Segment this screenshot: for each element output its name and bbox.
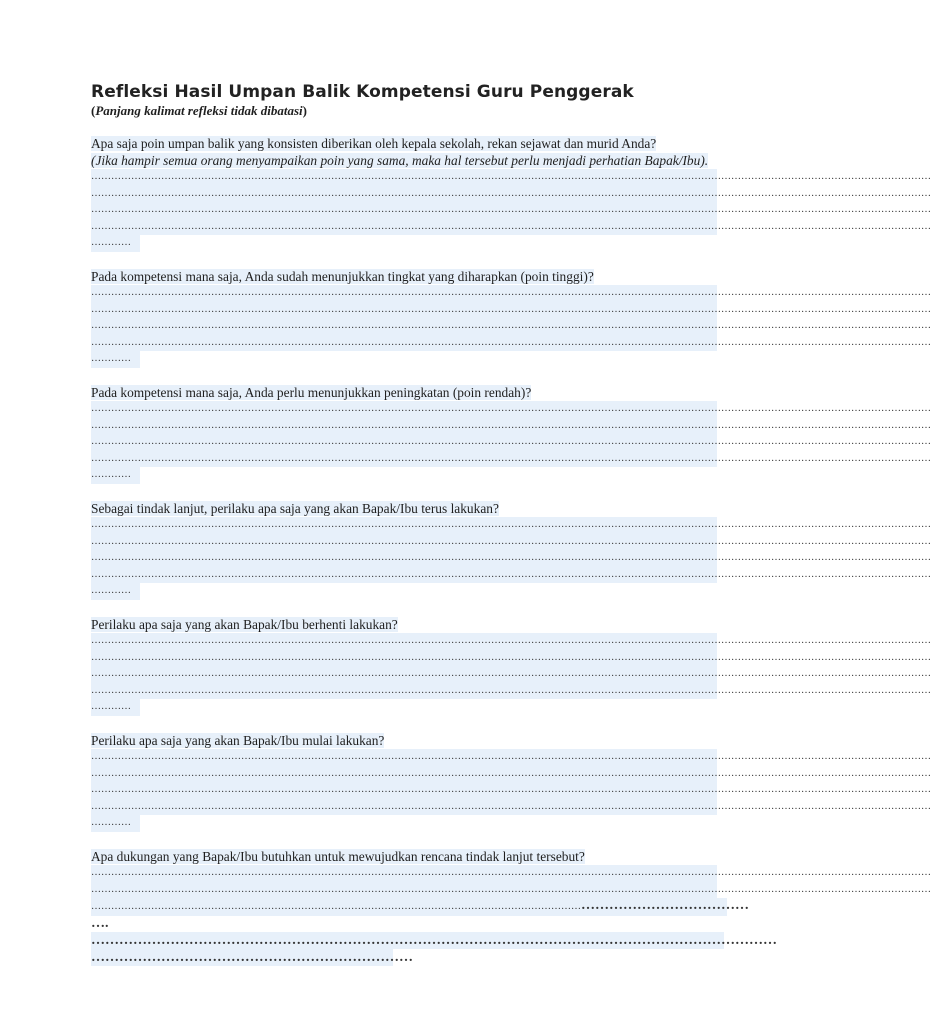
answer-line[interactable]: ……………………………………………………………………………………………………………………………………………………………………………………………………………………………… <box>91 882 731 899</box>
subtitle-note: Panjang kalimat refleksi tidak dibatasi <box>95 103 303 118</box>
answer-line-end[interactable]: ………… <box>91 815 731 832</box>
question-text: Apa saja poin umpan balik yang konsisten diberikan oleh kepala sekolah, rekan sejawat dan murid Anda? <box>91 136 657 151</box>
reflection-question-6 <box>91 732 931 832</box>
answer-line-mixed[interactable] <box>91 898 749 915</box>
answer-line[interactable]: ……………………………………………………………………………………………………………………………………………………………………………………………………………………………… <box>91 451 731 468</box>
question-text: Apa dukungan yang Bapak/Ibu butuhkan untuk mewujudkan rencana tindak lanjut tersebut? <box>91 848 585 864</box>
answer-line[interactable]: ……………………………………………………………………………………………………………………………………………………………………………………………………………………………… <box>91 782 731 799</box>
reflection-question-5 <box>91 616 931 716</box>
answer-line-end[interactable]: ………… <box>91 467 731 484</box>
answer-line[interactable]: ……………………………………………………………………………………………………………………………………………………………………………………………………………………………… <box>91 434 731 451</box>
answer-line-large[interactable]: ………………………………………………………………………………………………………………………………… <box>91 932 777 948</box>
answer-line[interactable]: ……………………………………………………………………………………………………………………………………………………………………………………………………………………………… <box>91 418 731 435</box>
answer-line[interactable]: ……………………………………………………………………………………………………………………………………………………………………………………………………………………………… <box>91 766 731 783</box>
answer-dots-small: ………………………………………………………………………………………………………………………………… <box>91 901 581 912</box>
reflection-question-3 <box>91 384 931 484</box>
answer-line[interactable]: ……………………………………………………………………………………………………………………………………………………………………………………………………………………………… <box>91 865 731 882</box>
reflection-question-1 <box>91 136 931 252</box>
subtitle-close-paren: ) <box>302 103 307 118</box>
reflection-question-2 <box>91 268 931 368</box>
question-text: Perilaku apa saja yang akan Bapak/Ibu mulai lakukan? <box>91 732 385 748</box>
answer-line[interactable]: ……………………………………………………………………………………………………………………………………………………………………………………………………………………………… <box>91 517 731 534</box>
answer-dots-large: ……………………………… <box>581 898 749 913</box>
answer-line-end[interactable]: ………… <box>91 699 731 716</box>
question-text: Perilaku apa saja yang akan Bapak/Ibu berhenti lakukan? <box>91 616 398 632</box>
answer-line[interactable]: ……………………………………………………………………………………………………………………………………………………………………………………………………………………………… <box>91 567 731 584</box>
answer-line[interactable]: ……………………………………………………………………………………………………………………………………………………………………………………………………………………………… <box>91 401 731 418</box>
question-note: (Jika hampir semua orang menyampaikan poin yang sama, maka hal tersebut perlu menjadi perhatian Bapak/Ibu). <box>91 152 709 168</box>
question-text: Sebagai tindak lanjut, perilaku apa saja yang akan Bapak/Ibu terus lakukan? <box>91 500 499 516</box>
answer-line[interactable]: ……………………………………………………………………………………………………………………………………………………………………………………………………………………………… <box>91 335 731 352</box>
answer-line[interactable]: ……………………………………………………………………………………………………………………………………………………………………………………………………………………………… <box>91 550 731 567</box>
answer-line[interactable]: ……………………………………………………………………………………………………………………………………………………………………………………………………………………………… <box>91 302 731 319</box>
question-text: Pada kompetensi mana saja, Anda perlu menunjukkan peningkatan (poin rendah)? <box>91 384 532 400</box>
answer-line-continuation[interactable]: …. <box>91 915 109 931</box>
answer-line-large-end[interactable]: …………………………………………………………… <box>91 949 413 965</box>
subtitle-open-paren: ( <box>91 103 96 118</box>
answer-line-end[interactable]: ………… <box>91 235 731 252</box>
answer-line[interactable]: ……………………………………………………………………………………………………………………………………………………………………………………………………………………………… <box>91 318 731 335</box>
answer-line[interactable]: ……………………………………………………………………………………………………………………………………………………………………………………………………………………………… <box>91 633 731 650</box>
reflection-question-7 <box>91 848 931 966</box>
answer-line[interactable]: ……………………………………………………………………………………………………………………………………………………………………………………………………………………………… <box>91 650 731 667</box>
answer-line[interactable]: ……………………………………………………………………………………………………………………………………………………………………………………………………………………………… <box>91 534 731 551</box>
answer-line[interactable]: ……………………………………………………………………………………………………………………………………………………………………………………………………………………………… <box>91 799 731 816</box>
answer-line[interactable]: ……………………………………………………………………………………………………………………………………………………………………………………………………………………………… <box>91 186 731 203</box>
document-page <box>91 82 931 966</box>
answer-line[interactable]: ……………………………………………………………………………………………………………………………………………………………………………………………………………………………… <box>91 202 731 219</box>
reflection-question-4 <box>91 500 931 600</box>
document-subtitle <box>91 103 731 119</box>
answer-line[interactable]: ……………………………………………………………………………………………………………………………………………………………………………………………………………………………… <box>91 219 731 236</box>
answer-line[interactable]: ……………………………………………………………………………………………………………………………………………………………………………………………………………………………… <box>91 666 731 683</box>
document-title: Refleksi Hasil Umpan Balik Kompetensi Guru Penggerak <box>91 82 634 102</box>
answer-line[interactable]: ……………………………………………………………………………………………………………………………………………………………………………………………………………………………… <box>91 749 731 766</box>
answer-line[interactable]: ……………………………………………………………………………………………………………………………………………………………………………………………………………………………… <box>91 169 731 186</box>
answer-line[interactable]: ……………………………………………………………………………………………………………………………………………………………………………………………………………………………… <box>91 683 731 700</box>
answer-line[interactable]: ……………………………………………………………………………………………………………………………………………………………………………………………………………………………… <box>91 285 731 302</box>
answer-line-end[interactable]: ………… <box>91 351 731 368</box>
question-text: Pada kompetensi mana saja, Anda sudah menunjukkan tingkat yang diharapkan (poin tinggi)? <box>91 268 594 284</box>
answer-line-end[interactable]: ………… <box>91 583 731 600</box>
